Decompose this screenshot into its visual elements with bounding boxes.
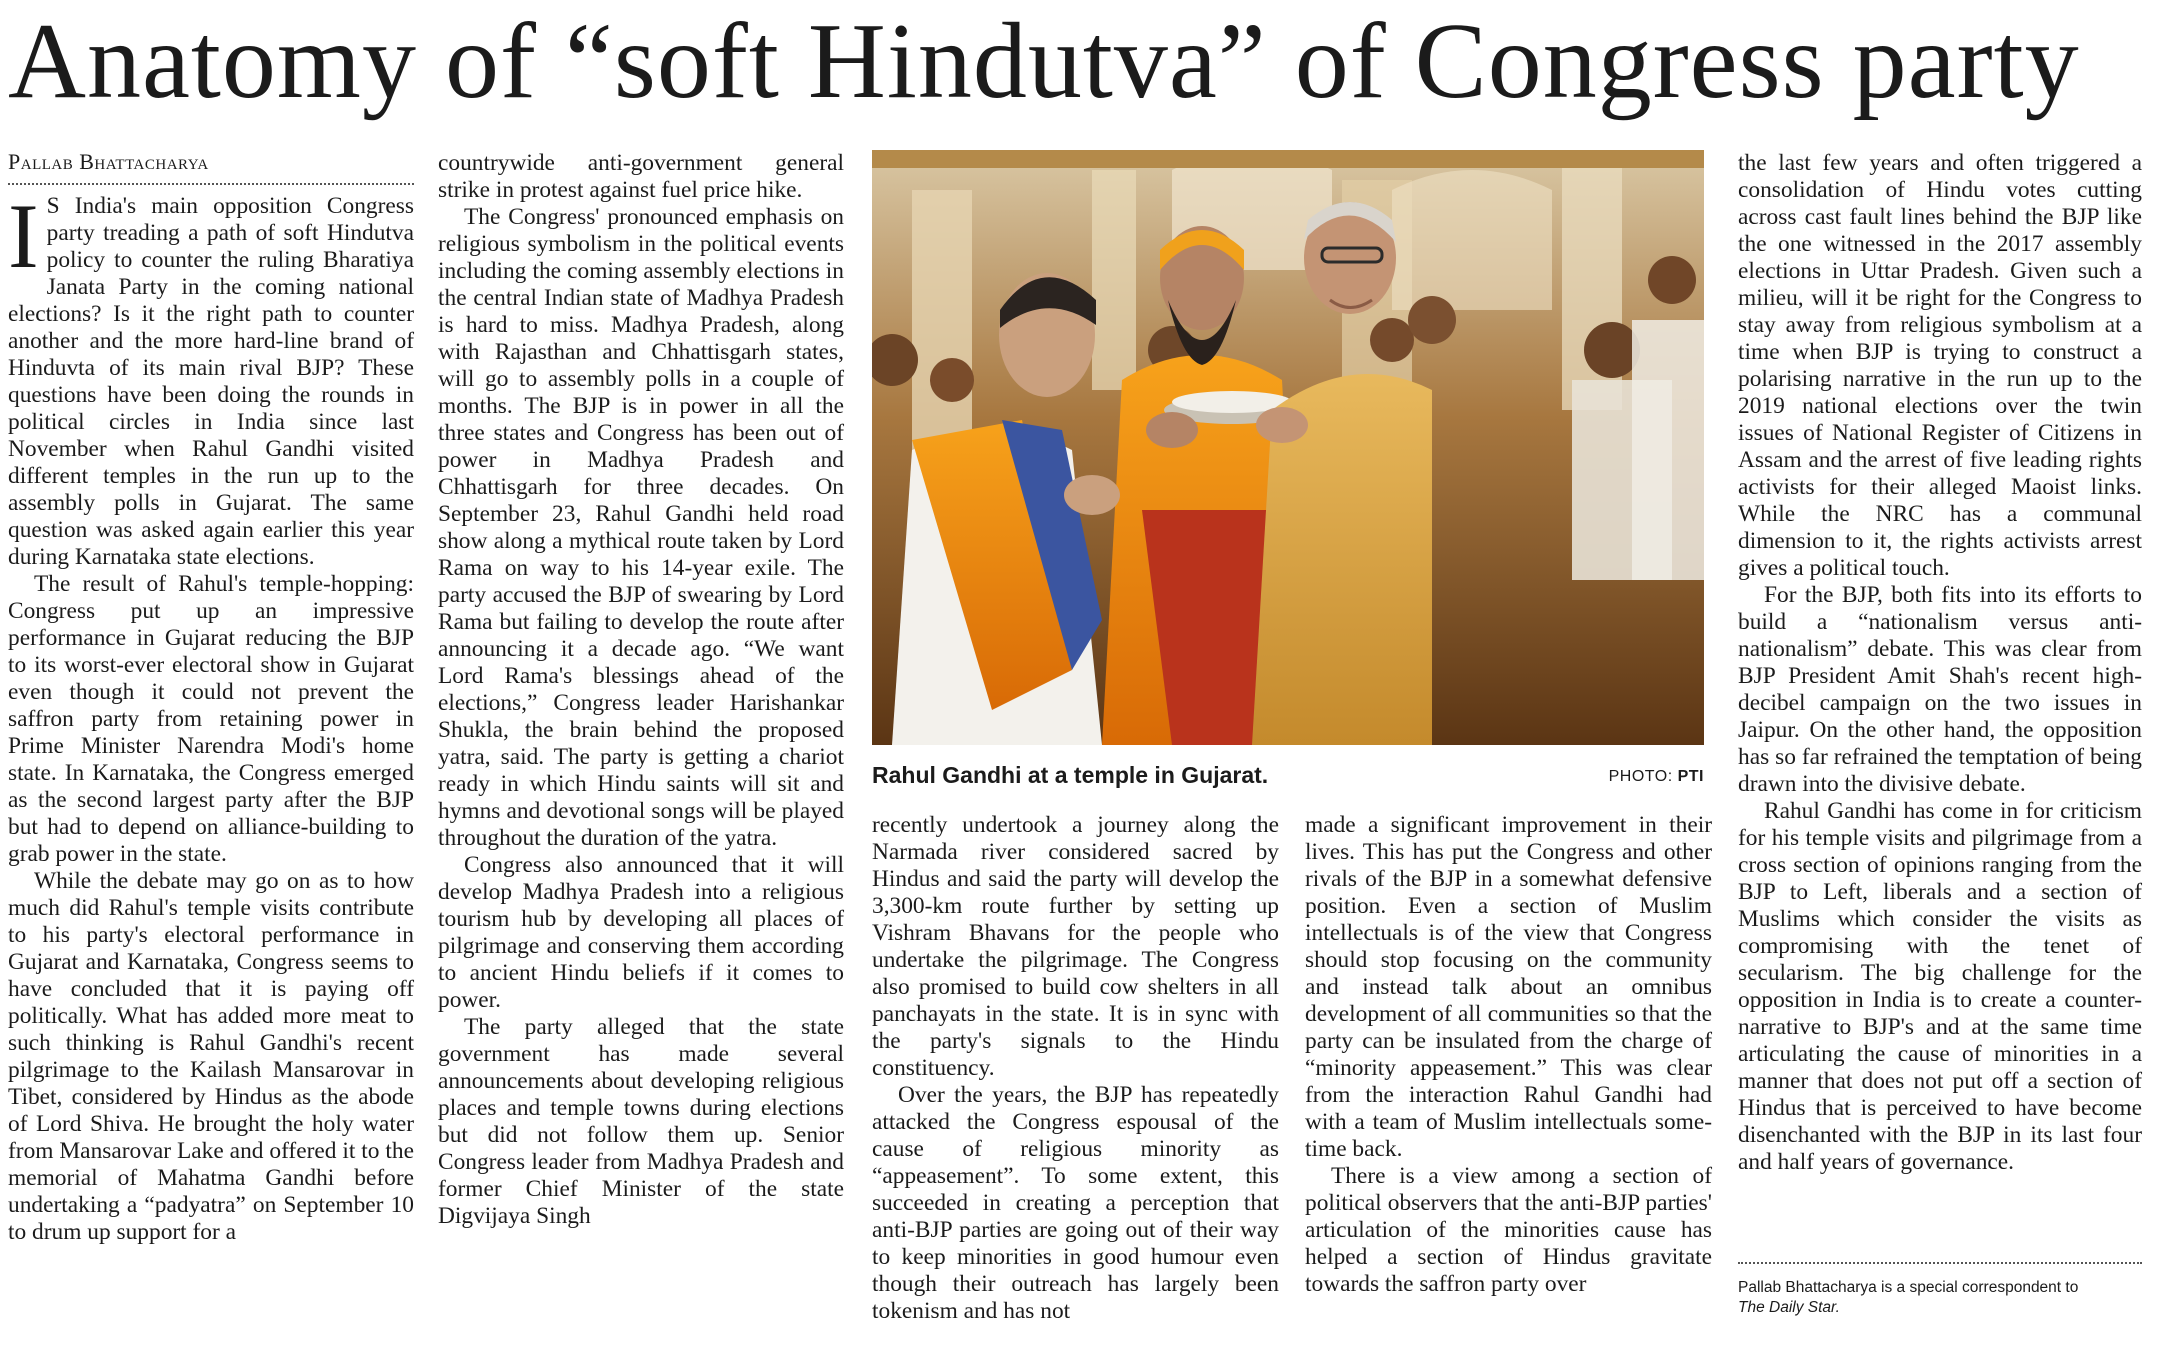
photo-caption	[872, 760, 1704, 796]
paragraph	[8, 185, 414, 571]
article-column-2	[438, 150, 844, 1230]
paragraph: While the debate may go on as to how much did Rahul's temple visits contribute to his party's electoral performance in Gujarat and Karnataka, Congress seems to have concluded that it is paying off politically. What has added more meat to such thinking is Rahul Gandhi's recent pilgrimage to the Kailash Mansarovar in Tibet, considered by Hindus as the abode of Lord Shiva. He brought the holy water from Mansarovar Lake and offered it to the memorial of Mahatma Gandhi before undertaking a “padyatra” on September 10 to drum up support for a	[8, 868, 414, 1245]
paragraph: made a significant improvement in their lives. This has put the Congress and other rivals of the BJP in a somewhat defensive position. Even a section of Muslim intellectuals is of the view that Congress should stop focusing on the community and instead talk about an omnibus development of all communities so that the party can be insulated from the charge of “minority appeasement.” This was clear from the interaction Rahul Gandhi had with a team of Muslim intellectuals some-time back.	[1305, 812, 1712, 1162]
author-note-text: Pallab Bhattacharya is a special correspondent to	[1738, 1279, 2079, 1296]
author-note	[1738, 1262, 2142, 1318]
paragraph: Congress also announced that it will develop Madhya Pradesh into a religious tourism hub by developing all places of pilgrimage and conserving them according to ancient Hindu beliefs if it comes to power.	[438, 852, 844, 1013]
publication-name: The Daily Star.	[1738, 1299, 1840, 1316]
photo-illustration	[872, 150, 1704, 745]
paragraph: The party alleged that the state government has made several announcements about developing religious places and temple towns during elections but did not follow them up. Senior Congress leader from Madhya Pradesh and former Chief Minister of the state Digvijaya Singh	[438, 1014, 844, 1229]
news-photo	[872, 150, 1704, 745]
paragraph: The result of Rahul's temple-hopping: Congress put up an impressive performance in Gujarat reducing the BJP to its worst-ever electoral show in Gujarat even though it could not prevent the saffron party from retaining power in Prime Minister Narendra Modi's home state. In Karnataka, the Congress emerged as the second largest party after the BJP but had to depend on alliance-building to grab power in the state.	[8, 571, 414, 867]
article-column-3	[872, 812, 1279, 1325]
credit-label: PHOTO:	[1608, 768, 1673, 785]
paragraph: The Congress' pronounced emphasis on religious symbolism in the political events including the coming assembly elections in the central Indian state of Madhya Pradesh is hard to miss. Madhya Pradesh, along with Rajasthan and Chhattisgarh states, will go to assembly polls in a couple of months. The BJP is in power in all the three states and Congress has been out of power in Madhya Pradesh and Chhattisgarh for three decades. On September 23, Rahul Gandhi held road show along a mythical route taken by Lord Rama on way to his 14-year exile. The party accused the BJP of swearing by Lord Rama but failing to develop the route after announcing it a decade ago. “We want Lord Rama's blessings ahead of the elections,” Congress leader Harishankar Shukla, the brain behind the proposed yatra, said. The party is getting a chariot ready in which Hindu saints will sit and hymns and devotional songs will be played throughout the duration of the yatra.	[438, 204, 844, 851]
paragraph-text: S India's main opposition Congress party treading a path of soft Hindutva policy to counter the ruling Bharatiya Janata Party in the coming national elections? Is it the right path to counter another and the more hard-line brand of Hinduvta of its main rival BJP? These questions have been doing the rounds in political circles in India since last November when Rahul Gandhi visited different temples in the run up to the assembly polls in Gujarat. The same question was asked again earlier this year during Karnataka state elections.	[8, 193, 414, 570]
article-column-1	[8, 148, 414, 1246]
headline: Anatomy of “soft Hindutva” of Congress party	[8, 2, 2080, 121]
byline: Pallab Bhattacharya	[8, 148, 414, 185]
paragraph: There is a view among a section of political observers that the anti-BJP parties' articulation of the minorities cause has helped a section of Hindus gravitate towards the saffron party over	[1305, 1163, 1712, 1297]
paragraph: Rahul Gandhi has come in for criticism for his temple visits and pilgrimage from a cross section of opinions ranging from the BJP to Left, liberals and a section of Muslims which consider the visits as compromising with the tenet of secularism. The big challenge for the opposition in India is to create a counter-narrative to BJP's and at the same time articulating the cause of minorities in a manner that does not put off a section of Hindus that is perceived to have become disenchanted with the BJP in its last four and half years of governance.	[1738, 798, 2142, 1175]
paragraph: the last few years and often triggered a consolidation of Hindu votes cutting across cast fault lines behind the BJP like the one witnessed in the 2017 assembly elections in Uttar Pradesh. Given such a milieu, will it be right for the Congress to stay away from religious symbolism at a time when BJP is trying to construct a polarising narrative in the run up to the 2019 national elections over the twin issues of National Register of Citizens in Assam and the arrest of five leading rights activists for their alleged Maoist links. While the NRC has a communal dimension to it, the rights activists arrest gives a political touch.	[1738, 150, 2142, 581]
paragraph: countrywide anti-government general strike in protest against fuel price hike.	[438, 150, 844, 203]
paragraph: For the BJP, both fits into its efforts to build a “nationalism versus anti-nationalism” debate. This was clear from BJP President Amit Shah's recent high-decibel campaign on the two issues in Jaipur. On the other hand, the opposition has so far refrained the temptation of being drawn into the divisive debate.	[1738, 582, 2142, 797]
paragraph: Over the years, the BJP has repeatedly attacked the Congress espousal of the cause of religious minority as “appeasement”. To some extent, this succeeded in creating a perception that anti-BJP parties are going out of their way to keep minorities in good humour even though their outreach has largely been tokenism and has not	[872, 1082, 1279, 1324]
drop-cap: I	[8, 185, 39, 287]
article-column-4	[1305, 812, 1712, 1298]
paragraph: recently undertook a journey along the Narmada river considered sacred by Hindus and said the party will develop the 3,300-km route further by setting up Vishram Bhavans for the people who undertake the pilgrimage. The Congress also promised to build cow shelters in all panchayats in the state. It is in sync with the party's signals to the Hindu constituency.	[872, 812, 1279, 1081]
photo-credit	[1609, 768, 1704, 786]
caption-text: Rahul Gandhi at a temple in Gujarat.	[872, 762, 1269, 788]
article-column-5	[1738, 150, 2142, 1176]
credit-source: PTI	[1677, 768, 1704, 785]
